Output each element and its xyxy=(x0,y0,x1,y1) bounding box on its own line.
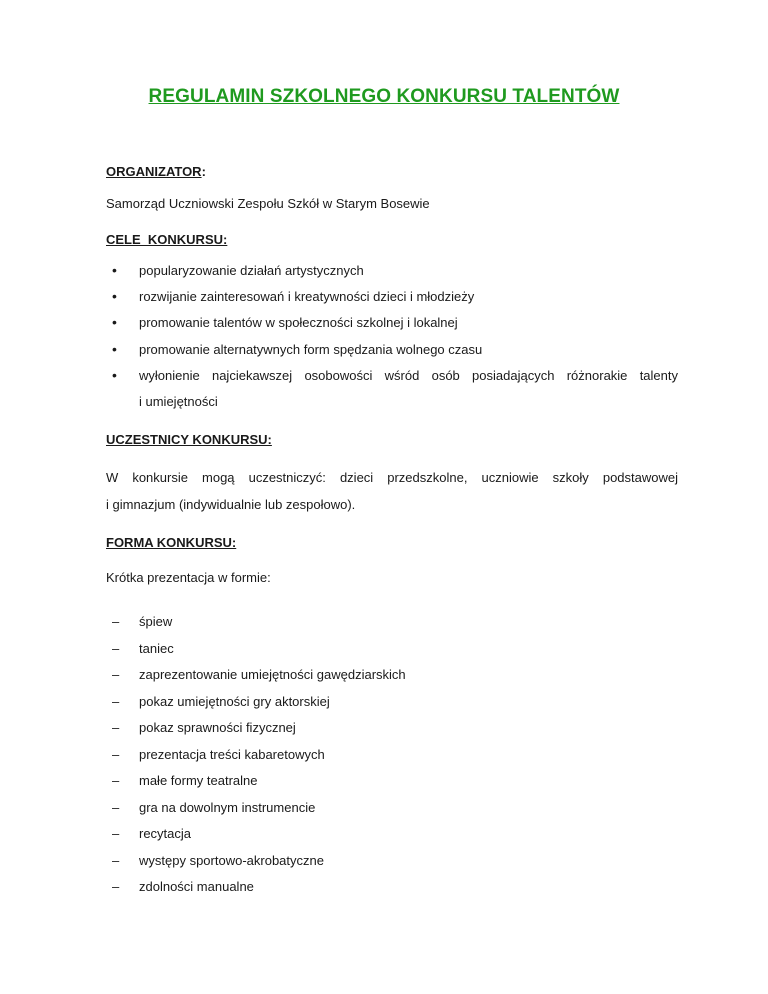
goal-item-text: wyłonienie najciekawszej osobowości wśród osób posiadających różnorakie talenty xyxy=(139,368,678,383)
dash-marker: – xyxy=(112,826,120,841)
form-item-text: występy sportowo-akrobatyczne xyxy=(139,853,324,868)
bullet-marker: • xyxy=(112,367,117,383)
dash-marker: – xyxy=(112,747,120,762)
dash-marker: – xyxy=(112,800,120,815)
bullet-marker: • xyxy=(112,288,117,304)
goal-item-text: promowanie talentów w społeczności szkolnej i lokalnej xyxy=(139,315,458,330)
participants-heading: UCZESTNICY KONKURSU: xyxy=(106,432,272,447)
form-item-text: zaprezentowanie umiejętności gawędziarskich xyxy=(139,667,406,682)
bullet-marker: • xyxy=(112,262,117,278)
form-intro: Krótka prezentacja w formie: xyxy=(106,570,271,585)
organizer-heading-colon: : xyxy=(201,164,206,179)
form-item-text: śpiew xyxy=(139,614,173,629)
dash-marker: – xyxy=(112,614,120,629)
form-item-text: zdolności manualne xyxy=(139,879,254,894)
participants-line-1: W konkursie mogą uczestniczyć: dzieci przedszkolne, uczniowie szkoły podstawowej xyxy=(106,470,678,485)
dash-marker: – xyxy=(112,694,120,709)
participants-line-2: i gimnazjum (indywidualnie lub zespołowo). xyxy=(106,497,356,512)
dash-marker: – xyxy=(112,667,120,682)
dash-marker: – xyxy=(112,641,120,656)
goal-item-continuation-text: i umiejętności xyxy=(139,394,218,409)
bullet-marker: • xyxy=(112,314,117,330)
dash-marker: – xyxy=(112,720,120,735)
form-item-text: pokaz sprawności fizycznej xyxy=(139,720,296,735)
form-item-text: recytacja xyxy=(139,826,192,841)
organizer-heading-text: ORGANIZATOR xyxy=(106,164,202,179)
goal-item-text: popularyzowanie działań artystycznych xyxy=(139,263,364,278)
form-item-text: gra na dowolnym instrumencie xyxy=(139,800,316,815)
goal-item-text: promowanie alternatywnych form spędzania wolnego czasu xyxy=(139,342,483,357)
form-item-text: małe formy teatralne xyxy=(139,773,258,788)
organizer-heading xyxy=(106,164,206,179)
goals-heading: CELE KONKURSU: xyxy=(106,232,228,247)
form-item-text: taniec xyxy=(139,641,174,656)
dash-marker: – xyxy=(112,853,120,868)
form-heading: FORMA KONKURSU: xyxy=(106,535,237,550)
bullet-marker: • xyxy=(112,341,117,357)
goal-item-text: rozwijanie zainteresowań i kreatywności dzieci i młodzieży xyxy=(139,289,475,304)
dash-marker: – xyxy=(112,879,120,894)
form-item-text: prezentacja treści kabaretowych xyxy=(139,747,325,762)
dash-marker: – xyxy=(112,773,120,788)
organizer-text: Samorząd Uczniowski Zespołu Szkół w Starym Bosewie xyxy=(106,196,430,211)
document-title: REGULAMIN SZKOLNEGO KONKURSU TALENTÓW xyxy=(148,86,620,107)
form-item-text: pokaz umiejętności gry aktorskiej xyxy=(139,694,330,709)
